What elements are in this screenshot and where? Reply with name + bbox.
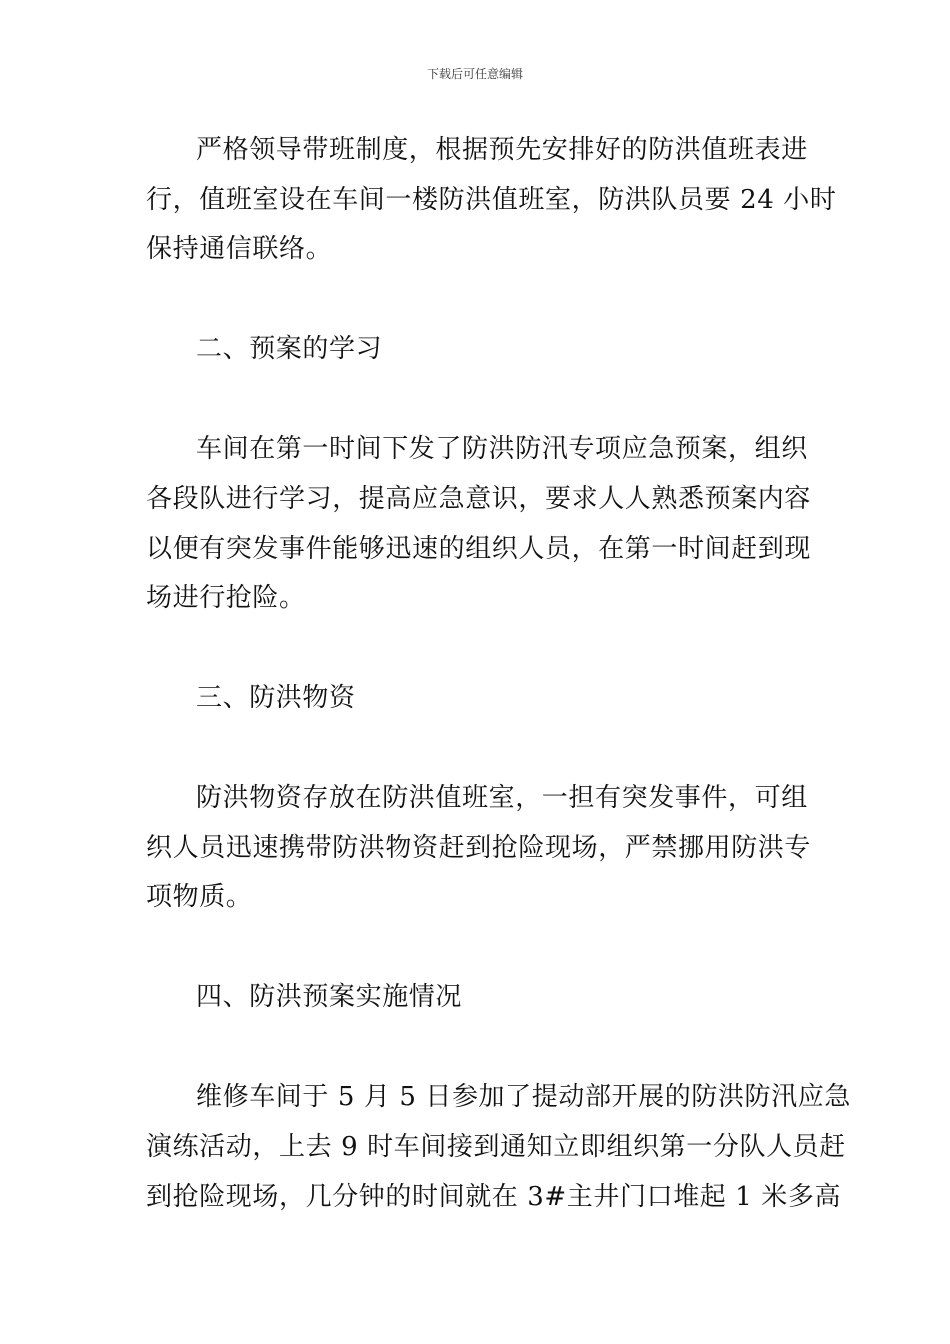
paragraph-line: 以便有突发事件能够迅速的组织人员，在第一时间赶到现 bbox=[146, 534, 812, 564]
section-heading-plan-study: 二、预案的学习 bbox=[196, 334, 383, 364]
paragraph-line: 维修车间于 5 月 5 日参加了提动部开展的防洪防汛应急 bbox=[196, 1082, 851, 1112]
paragraph-line: 车间在第一时间下发了防洪防汛专项应急预案，组织 bbox=[196, 434, 808, 464]
section-heading-flood-supplies: 三、防洪物资 bbox=[196, 683, 356, 713]
paragraph-line: 到抢险现场，几分钟的时间就在 3#主井门口堆起 1 米多高 bbox=[146, 1182, 842, 1212]
paragraph-line: 场进行抢险。 bbox=[146, 583, 306, 613]
paragraph-line: 各段队进行学习，提高应急意识，要求人人熟悉预案内容 bbox=[146, 484, 812, 514]
paragraph-line: 严格领导带班制度，根据预先安排好的防洪值班表进 bbox=[196, 135, 808, 165]
paragraph-line: 保持通信联络。 bbox=[146, 234, 333, 264]
paragraph-line: 织人员迅速携带防洪物资赶到抢险现场，严禁挪用防洪专 bbox=[146, 833, 812, 863]
paragraph-line: 行，值班室设在车间一楼防洪值班室，防洪队员要 24 小时 bbox=[146, 185, 837, 215]
paragraph-line: 防洪物资存放在防洪值班室，一担有突发事件，可组 bbox=[196, 783, 808, 813]
page-header-note: 下载后可任意编辑 bbox=[426, 67, 523, 81]
section-heading-plan-implementation: 四、防洪预案实施情况 bbox=[196, 982, 463, 1012]
paragraph-line: 项物质。 bbox=[146, 882, 253, 912]
paragraph-line: 演练活动，上去 9 时车间接到通知立即组织第一分队人员赶 bbox=[146, 1132, 846, 1162]
